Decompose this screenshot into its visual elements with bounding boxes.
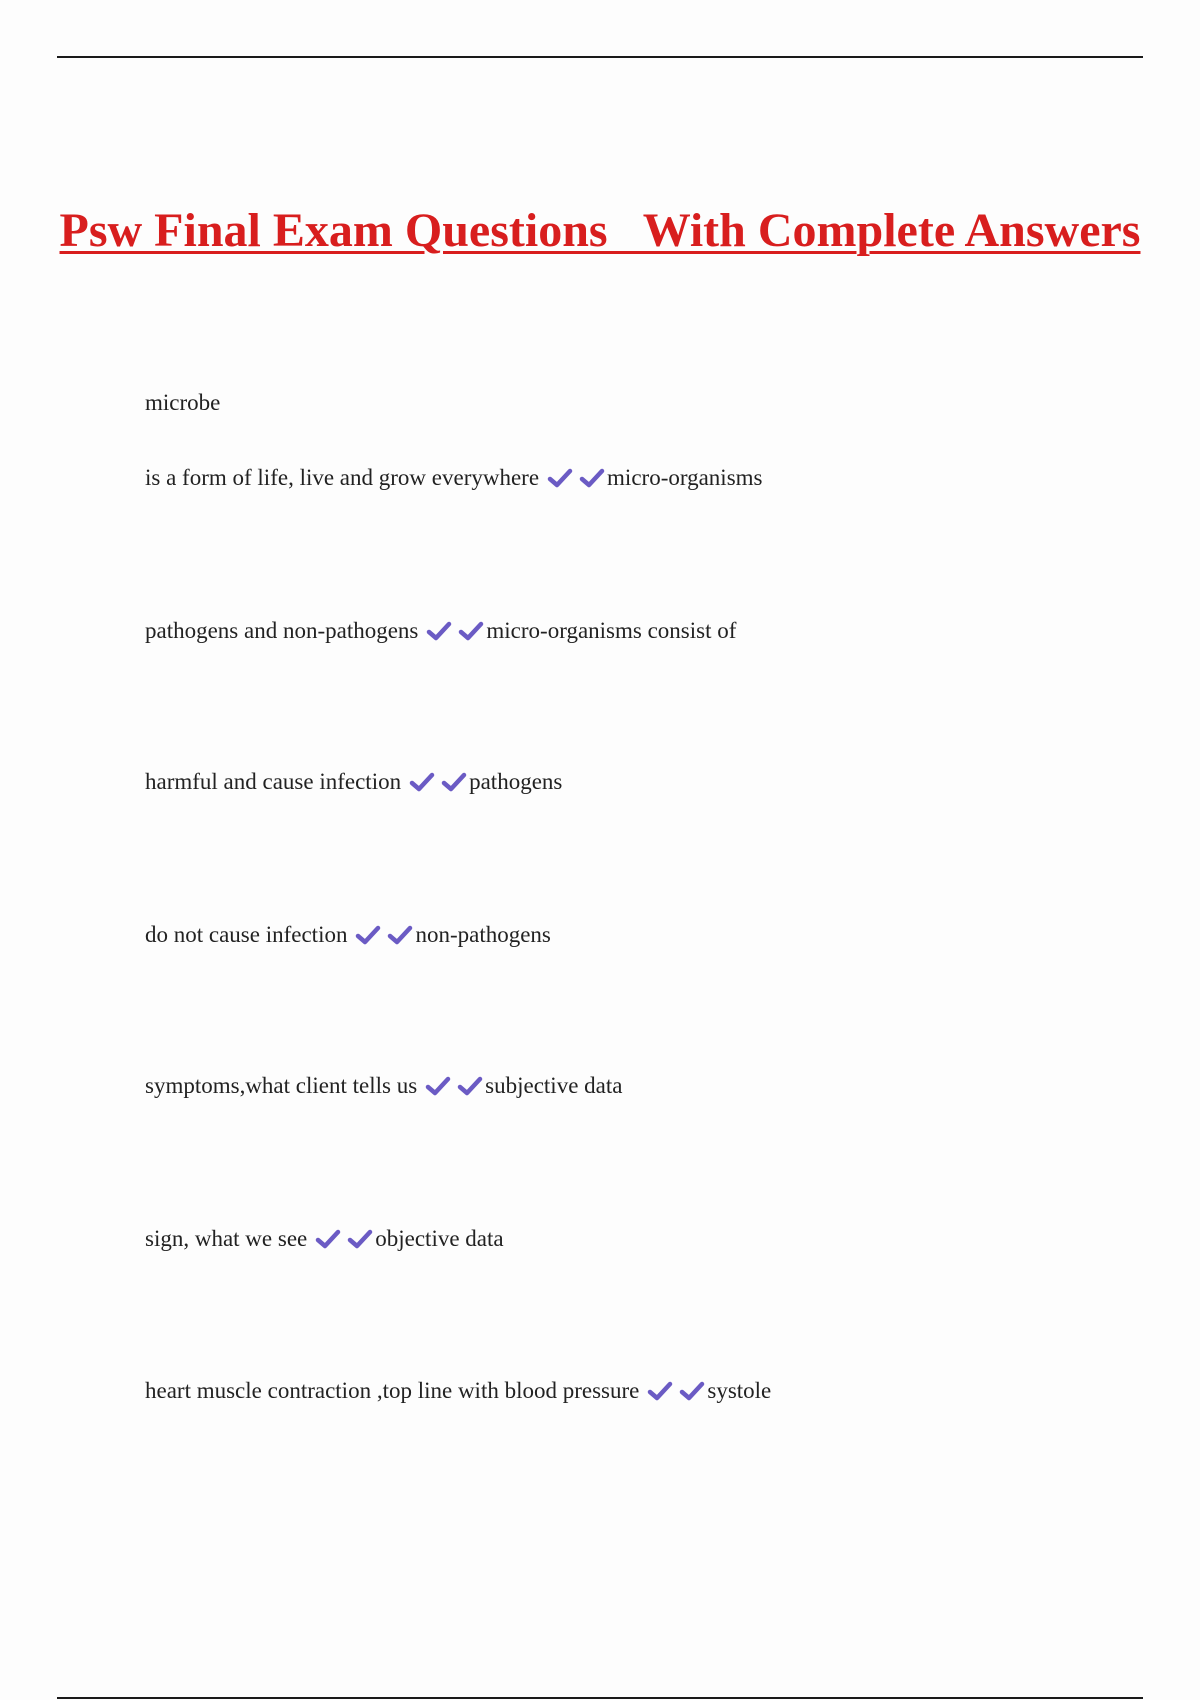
answer-text: subjective data — [485, 1073, 623, 1098]
intro-term-text: microbe — [145, 390, 221, 415]
answer-text: systole — [707, 1378, 772, 1403]
question-text: sign, what we see — [145, 1226, 308, 1251]
answer-text: objective data — [375, 1226, 504, 1251]
answer-text: micro-organisms — [607, 465, 763, 490]
qa-item-3 — [145, 767, 562, 797]
intro-term — [145, 388, 220, 418]
question-text: do not cause infection — [145, 922, 348, 947]
bottom-rule — [57, 1697, 1143, 1699]
check-icon — [441, 771, 467, 793]
answer-text: micro-organisms consist of — [486, 618, 737, 643]
document-title: Psw Final Exam Questions With Complete Answers — [59, 204, 1141, 257]
double-check — [349, 924, 413, 946]
check-icon — [547, 467, 573, 489]
question-text: harmful and cause infection — [145, 769, 402, 794]
qa-item-6 — [145, 1224, 504, 1254]
check-icon — [425, 1075, 451, 1097]
check-icon — [387, 924, 413, 946]
double-check — [403, 771, 467, 793]
answer-text: pathogens — [469, 769, 563, 794]
qa-item-7 — [145, 1376, 771, 1406]
check-icon — [426, 620, 452, 642]
qa-item-1 — [145, 463, 763, 493]
answer-text: non-pathogens — [415, 922, 551, 947]
check-icon — [347, 1228, 373, 1250]
check-icon — [355, 924, 381, 946]
question-text: pathogens and non-pathogens — [145, 618, 419, 643]
qa-item-5 — [145, 1071, 622, 1101]
check-icon — [458, 620, 484, 642]
question-text: is a form of life, live and grow everywhere — [145, 465, 540, 490]
check-icon — [315, 1228, 341, 1250]
question-text: heart muscle contraction ,top line with blood pressure — [145, 1378, 640, 1403]
double-check — [419, 1075, 483, 1097]
double-check — [309, 1228, 373, 1250]
check-icon — [457, 1075, 483, 1097]
check-icon — [679, 1380, 705, 1402]
double-check — [641, 1380, 705, 1402]
question-text: symptoms,what client tells us — [145, 1073, 418, 1098]
double-check — [420, 620, 484, 642]
check-icon — [409, 771, 435, 793]
check-icon — [579, 467, 605, 489]
double-check — [541, 467, 605, 489]
qa-item-2 — [145, 616, 736, 646]
check-icon — [647, 1380, 673, 1402]
qa-item-4 — [145, 920, 551, 950]
top-rule — [57, 56, 1143, 58]
